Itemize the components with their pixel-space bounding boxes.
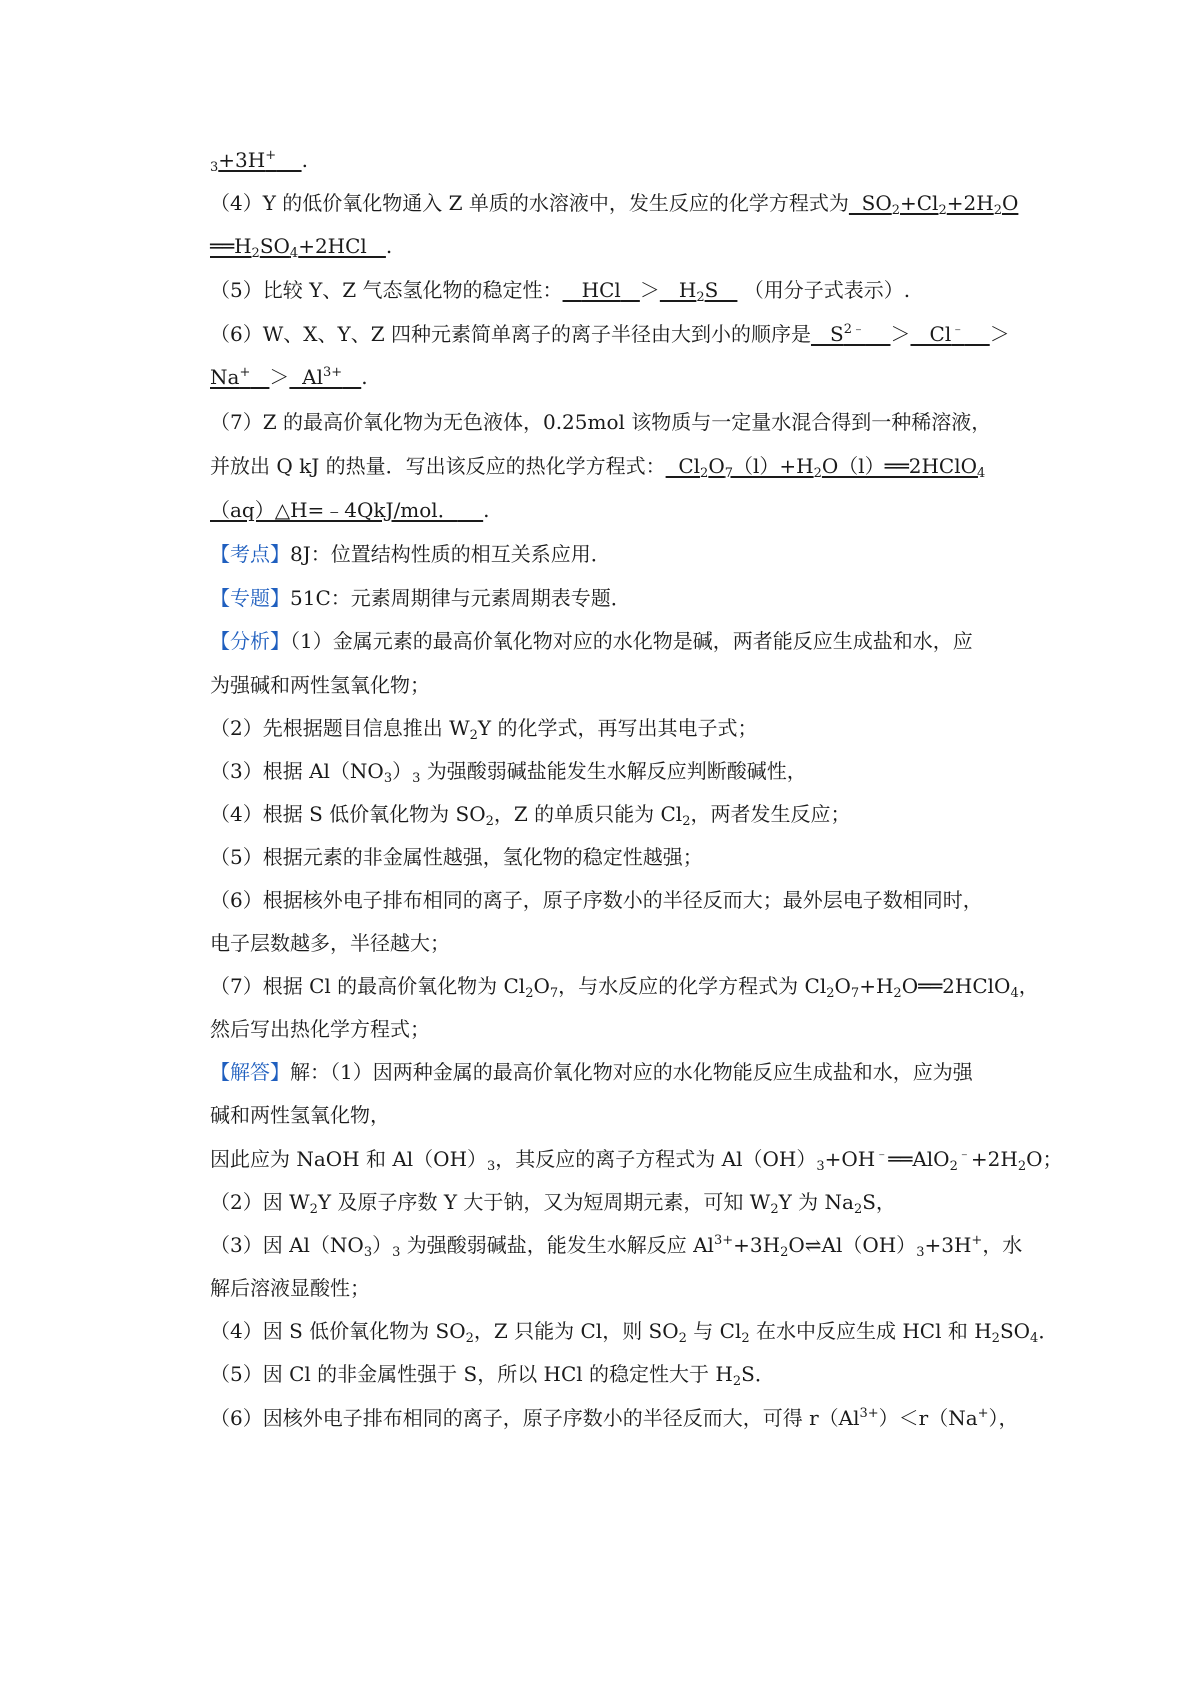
line-21 — [210, 1015, 1030, 1043]
paragraph-text: 为强碱和两性氢氧化物； — [210, 673, 430, 697]
line-07 — [210, 408, 1030, 436]
jieda-text: 解：（1）因两种金属的最高价氧化物对应的水化物能反应生成盐和水，应为强 — [290, 1060, 973, 1084]
paragraph-text: （2）先根据题目信息推出 $W_2Y$ 的化学式，再写出其电子式； — [210, 716, 758, 743]
line-16 — [210, 800, 1030, 828]
line-03 — [210, 232, 1030, 260]
line-04 — [210, 276, 1030, 304]
line-28 — [210, 1317, 1059, 1346]
line-27 — [210, 1274, 1030, 1302]
line-30 — [210, 1404, 1030, 1432]
answer-fragment: $_3$+3H+ — [210, 148, 277, 175]
paragraph-text: （3）根据 $Al(NO_3)_3$ 为强酸弱碱盐能发生水解反应判断酸碱性， — [210, 759, 807, 786]
line-14 — [210, 714, 1030, 742]
zhuanti-tag: 【专题】 — [210, 586, 290, 610]
answer-thermo-equation: $Cl_2O_7(l)+H_2O(l)══2HClO_4$ — [665, 454, 986, 481]
line-18 — [210, 886, 1030, 914]
line-22 — [210, 1058, 1030, 1086]
jieda-tag: 【解答】 — [210, 1060, 290, 1084]
question-7-text: （7）Z 的最高价氧化物为无色液体，0.25mol 该物质与一定量水混合得到一种稀溶液， — [210, 410, 992, 434]
line-19 — [210, 929, 1030, 957]
line-08 — [210, 452, 1030, 480]
paragraph-text: 然后写出热化学方程式； — [210, 1017, 430, 1041]
line-09 — [210, 496, 1030, 524]
line-29 — [210, 1360, 1030, 1388]
paragraph-text: （4）因 S 低价氧化物为 $SO_2$，Z 只能为 Cl，则 $SO_2$ 与 $Cl_2$ 在水中反应生成 HCl 和 $H_2SO_4$． — [210, 1319, 1059, 1346]
period: . — [301, 148, 308, 172]
kaodian-text: 8J：位置结构性质的相互关系应用． — [290, 542, 611, 566]
paragraph-text: （4）根据 S 低价氧化物为 $SO_2$，Z 的单质只能为 $Cl_2$，两者发生反应； — [210, 802, 851, 829]
answer-equation: $SO_2+Cl_2+2H_2O$ — [848, 191, 1019, 218]
gt-sign: ＞ — [269, 365, 290, 389]
line-15 — [210, 757, 1030, 785]
paragraph-text: 因此应为 NaOH 和 $Al(OH)_3$，其反应的离子方程式为 $Al(OH)_3+OH^﹣══AlO_2^﹣+2H_2O$； — [210, 1147, 1063, 1174]
period: . — [361, 365, 368, 389]
answer-al: $Al^{3+}$ — [289, 365, 343, 389]
paragraph-text: （2）因 $W_2Y$ 及原子序数 Y 大于钠，又为短周期元素，可知 $W_2Y$ 为 $Na_2S$， — [210, 1190, 896, 1217]
line-25 — [210, 1188, 1030, 1216]
question-4-text: （4）Y 的低价氧化物通入 Z 单质的水溶液中，发生反应的化学方程式为 — [210, 191, 849, 215]
line-02 — [210, 189, 1030, 217]
answer-hcl: HCl — [581, 278, 621, 302]
fenxi-tag: 【分析】 — [210, 629, 290, 653]
answer-equation-cont: $══H_2SO_4+2HCl$ — [210, 234, 386, 261]
gt-sign: ＞ — [639, 278, 660, 302]
line-23 — [210, 1101, 1030, 1129]
answer-blank-tail — [458, 498, 483, 522]
question-6-text: （6）W、X、Y、Z 四种元素简单离子的离子半径由大到小的顺序是 — [210, 322, 811, 346]
question-5-text: （5）比较 Y、Z 气态氢化物的稳定性： — [210, 278, 563, 302]
line-11 — [210, 584, 1030, 612]
line-17 — [210, 843, 1030, 871]
answer-h2s: $H_2S$ — [659, 278, 738, 305]
paragraph-text: 碱和两性氢氧化物， — [210, 1103, 390, 1127]
note: （用分子式表示）. — [743, 278, 911, 302]
zhuanti-text: 51C：元素周期律与元素周期表专题． — [290, 586, 631, 610]
line-24 — [210, 1145, 1063, 1174]
period: . — [385, 234, 393, 258]
paragraph-text: （3）因 $Al(NO_3)_3$ 为强酸弱碱盐，能发生水解反应 $Al^{3+}+3H_2O\rightleftharpoons Al(OH)_3+3H^+$，水 — [210, 1233, 1023, 1260]
period: . — [483, 498, 490, 522]
line-26 — [210, 1231, 1030, 1259]
line-06 — [210, 363, 1030, 391]
answer-thermo-equation-cont: （aq）△H=﹣4QkJ/mol． — [210, 498, 458, 522]
answer-na: Na+ — [210, 365, 251, 389]
gt-sign: ＞ — [890, 322, 911, 346]
line-10 — [210, 540, 1030, 568]
line-01 — [210, 146, 1030, 174]
kaodian-tag: 【考点】 — [210, 542, 290, 566]
line-13 — [210, 671, 1030, 699]
fenxi-text: （1）金属元素的最高价氧化物对应的水化物是碱，两者能反应生成盐和水，应 — [290, 629, 973, 653]
answer-s2: $S^{2﹣}$ — [810, 322, 866, 346]
question-7-text-cont: 并放出 Q kJ 的热量．写出该反应的热化学方程式： — [210, 454, 666, 478]
answer-cl: Cl﹣ — [910, 322, 965, 346]
paragraph-text: （5）根据元素的非金属性越强，氢化物的稳定性越强； — [210, 845, 703, 869]
paragraph-text: （5）因 Cl 的非金属性强于 S，所以 HCl 的稳定性大于 $H_2S$． — [210, 1362, 775, 1389]
line-05 — [210, 320, 1030, 348]
paragraph-text: （6）根据核外电子排布相同的离子，原子序数小的半径反而大；最外层电子数相同时， — [210, 888, 983, 912]
paragraph-text: 电子层数越多，半径越大； — [210, 931, 450, 955]
paragraph-text: 解后溶液显酸性； — [210, 1276, 370, 1300]
line-12 — [210, 627, 1030, 655]
paragraph-text: （6）因核外电子排布相同的离子，原子序数小的半径反而大，可得 $r(Al^{3+})<r(Na^+)$， — [210, 1406, 1019, 1430]
paragraph-text: （7）根据 Cl 的最高价氧化物为 $Cl_2O_7$，与水反应的化学方程式为 $Cl_2O_7+H_2O══2HClO_4$， — [210, 974, 1039, 1001]
gt-sign: ＞ — [989, 322, 1010, 346]
line-20 — [210, 972, 1039, 1001]
